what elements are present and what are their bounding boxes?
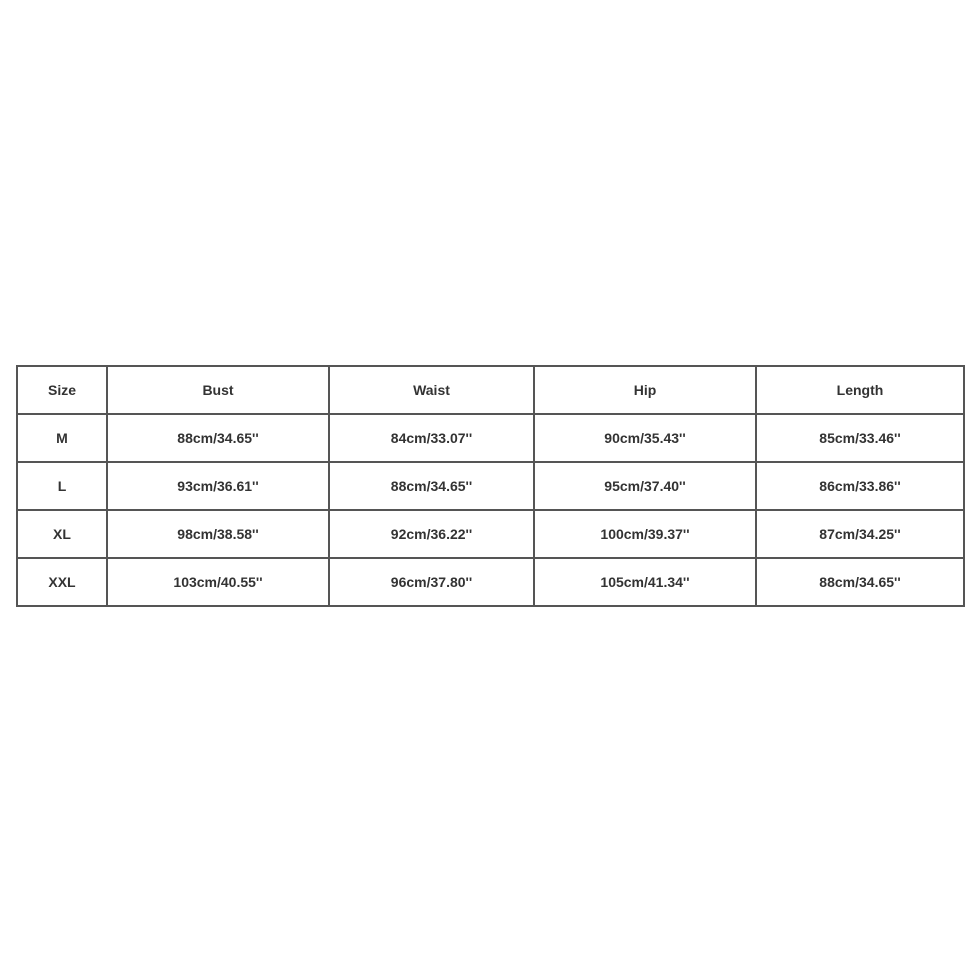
- waist-cell: 84cm/33.07'': [329, 414, 534, 462]
- waist-cell: 88cm/34.65'': [329, 462, 534, 510]
- size-cell: XL: [17, 510, 107, 558]
- table-row: [17, 510, 964, 558]
- length-cell: 85cm/33.46'': [756, 414, 964, 462]
- hip-cell: 100cm/39.37'': [534, 510, 756, 558]
- length-cell: 88cm/34.65'': [756, 558, 964, 606]
- waist-cell: 92cm/36.22'': [329, 510, 534, 558]
- header-size: Size: [17, 366, 107, 414]
- table-header-row: [17, 366, 964, 414]
- size-cell: XXL: [17, 558, 107, 606]
- bust-cell: 98cm/38.58'': [107, 510, 329, 558]
- waist-cell: 96cm/37.80'': [329, 558, 534, 606]
- size-chart-table: [16, 365, 965, 607]
- size-cell: L: [17, 462, 107, 510]
- hip-cell: 90cm/35.43'': [534, 414, 756, 462]
- hip-cell: 95cm/37.40'': [534, 462, 756, 510]
- bust-cell: 88cm/34.65'': [107, 414, 329, 462]
- bust-cell: 93cm/36.61'': [107, 462, 329, 510]
- header-bust: Bust: [107, 366, 329, 414]
- table-row: [17, 414, 964, 462]
- table-row: [17, 558, 964, 606]
- header-waist: Waist: [329, 366, 534, 414]
- header-hip: Hip: [534, 366, 756, 414]
- table-row: [17, 462, 964, 510]
- bust-cell: 103cm/40.55'': [107, 558, 329, 606]
- size-cell: M: [17, 414, 107, 462]
- hip-cell: 105cm/41.34'': [534, 558, 756, 606]
- header-length: Length: [756, 366, 964, 414]
- length-cell: 86cm/33.86'': [756, 462, 964, 510]
- length-cell: 87cm/34.25'': [756, 510, 964, 558]
